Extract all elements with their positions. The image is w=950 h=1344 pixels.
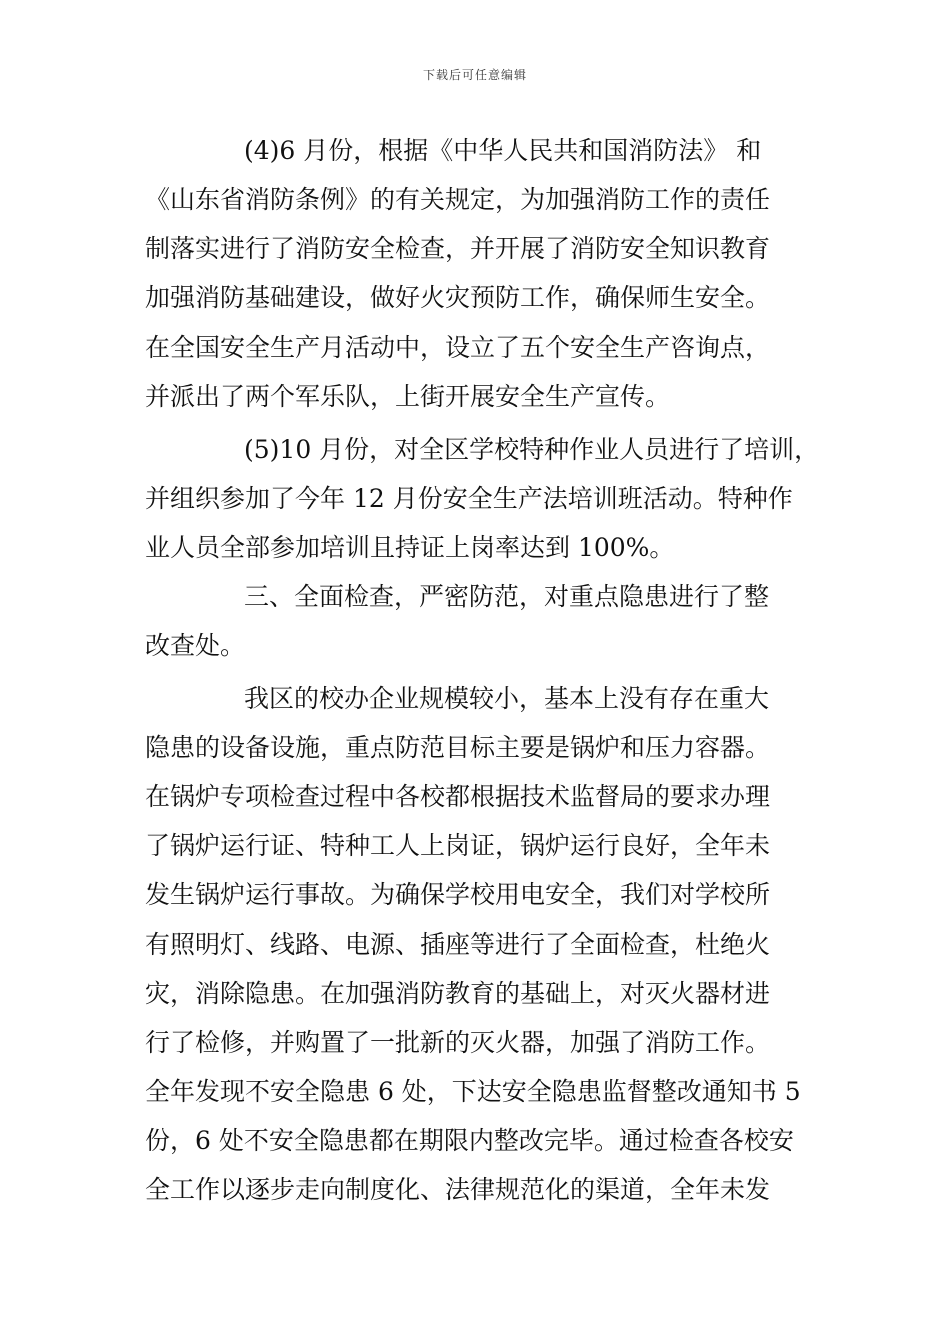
text-line: 了锅炉运行证、特种工人上岗证，锅炉运行良好，全年未	[145, 831, 771, 860]
text-line: 有照明灯、线路、电源、插座等进行了全面检查，杜绝火	[145, 930, 771, 959]
text-line: 全工作以逐步走向制度化、法律规范化的渠道，全年未发	[145, 1175, 771, 1204]
page-header: 下载后可任意编辑	[422, 68, 527, 82]
text-line: 并派出了两个军乐队，上街开展安全生产宣传。	[145, 382, 671, 411]
text-line: 加强消防基础建设，做好火灾预防工作，确保师生安全。	[145, 283, 771, 312]
text-line: 行了检修，并购置了一批新的灭火器，加强了消防工作。	[145, 1028, 771, 1057]
text-line: 《山东省消防条例》的有关规定，为加强消防工作的责任	[145, 185, 771, 214]
text-line: 隐患的设备设施，重点防范目标主要是锅炉和压力容器。	[145, 733, 771, 762]
text-line: 份，6 处不安全隐患都在期限内整改完毕。通过检查各校安	[145, 1126, 794, 1155]
text-line: 我区的校办企业规模较小，基本上没有存在重大	[244, 684, 770, 713]
text-line: 并组织参加了今年 12 月份安全生产法培训班活动。特种作	[145, 484, 793, 513]
text-line: 制落实进行了消防安全检查，并开展了消防安全知识教育	[145, 234, 771, 263]
section-heading-line: 改查处。	[145, 631, 246, 660]
text-line: 发生锅炉运行事故。为确保学校用电安全，我们对学校所	[145, 880, 771, 909]
text-line: 全年发现不安全隐患 6 处，下达安全隐患监督整改通知书 5	[145, 1077, 801, 1106]
text-line: (4)6 月份，根据《中华人民共和国消防法》 和	[244, 136, 762, 165]
text-line: 在锅炉专项检查过程中各校都根据技术监督局的要求办理	[145, 782, 771, 811]
text-line: (5)10 月份，对全区学校特种作业人员进行了培训，	[244, 435, 820, 464]
text-line: 灾，消除隐患。在加强消防教育的基础上，对灭火器材进	[145, 979, 771, 1008]
section-heading-line: 三、全面检查，严密防范，对重点隐患进行了整	[244, 582, 770, 611]
text-line: 在全国安全生产月活动中，设立了五个安全生产咨询点，	[145, 333, 771, 362]
text-line: 业人员全部参加培训且持证上岗率达到 100%。	[145, 533, 675, 562]
